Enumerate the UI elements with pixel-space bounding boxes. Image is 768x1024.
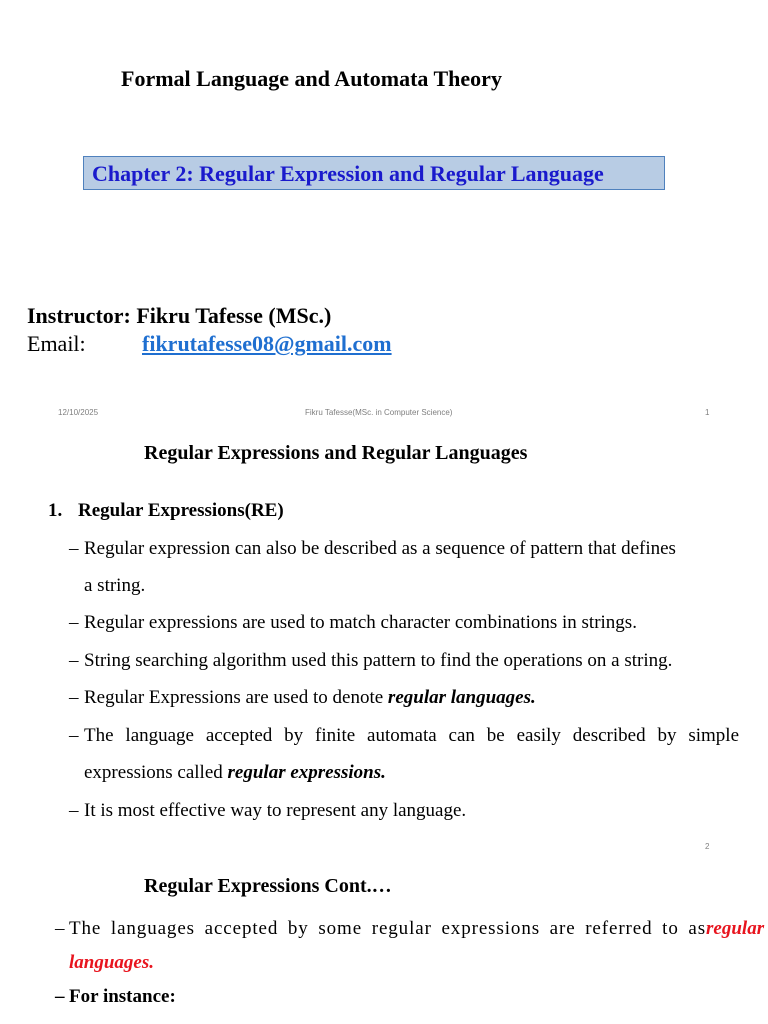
bullet-dash: – [69,800,79,821]
bullet-dash: – [55,986,65,1007]
regular-highlight: regular [706,918,765,939]
slide1-course-title: Formal Language and Automata Theory [121,66,502,91]
footer-page-number: 1 [705,408,710,417]
heading-text: Regular Expressions(RE) [78,500,284,521]
bullet-dash: – [69,687,79,708]
slide3-title: Regular Expressions Cont.… [144,875,392,897]
bullet-text: String searching algorithm used this pattern to find the operations on a string. [84,650,673,671]
bullet-text-continued [84,762,386,784]
bullet-dash: – [69,650,79,671]
chapter-title: Chapter 2: Regular Expression and Regular Language [92,161,604,186]
email-label: Email: [27,331,86,356]
heading-number: 1. [48,500,63,521]
bullet-plain-text: Regular Expressions are used to denote [84,687,388,708]
bullet-text-continued: a string. [84,575,146,596]
bullet-text: It is most effective way to represent any language. [84,800,467,821]
bullet-plain-text: The languages accepted by some regular expressions are referred to as [69,918,707,939]
bullet-dash: – [69,538,79,559]
bullet-emphasis: regular expressions. [227,762,386,783]
bullet-text: Regular expressions are used to match character combinations in strings. [84,612,637,633]
bullet-text [84,687,536,709]
bullet-dash: – [55,918,65,939]
bullet-dash: – [69,725,79,746]
bullet-text: Regular expression can also be described as a sequence of pattern that defines [84,538,676,559]
bullet-text: For instance: [69,986,176,1007]
bullet-text [69,918,765,940]
bullet-emphasis: regular languages. [387,687,536,708]
slide2-title: Regular Expressions and Regular Languages [144,442,528,464]
footer-author: Fikru Tafesse(MSc. in Computer Science) [305,408,453,417]
bullet-dash: – [69,612,79,633]
slide2-page-number: 2 [705,842,710,851]
bullet-text: The language accepted by finite automata can be easily described by simple [84,725,739,746]
instructor-line: Instructor: Fikru Tafesse (MSc.) [27,303,332,328]
numbered-heading [48,500,284,522]
footer-date: 12/10/2025 [58,408,99,417]
email-link[interactable]: fikrutafesse08@gmail.com [142,331,392,356]
languages-highlight: languages. [69,952,154,973]
bullet-plain-text: expressions called [84,762,228,783]
